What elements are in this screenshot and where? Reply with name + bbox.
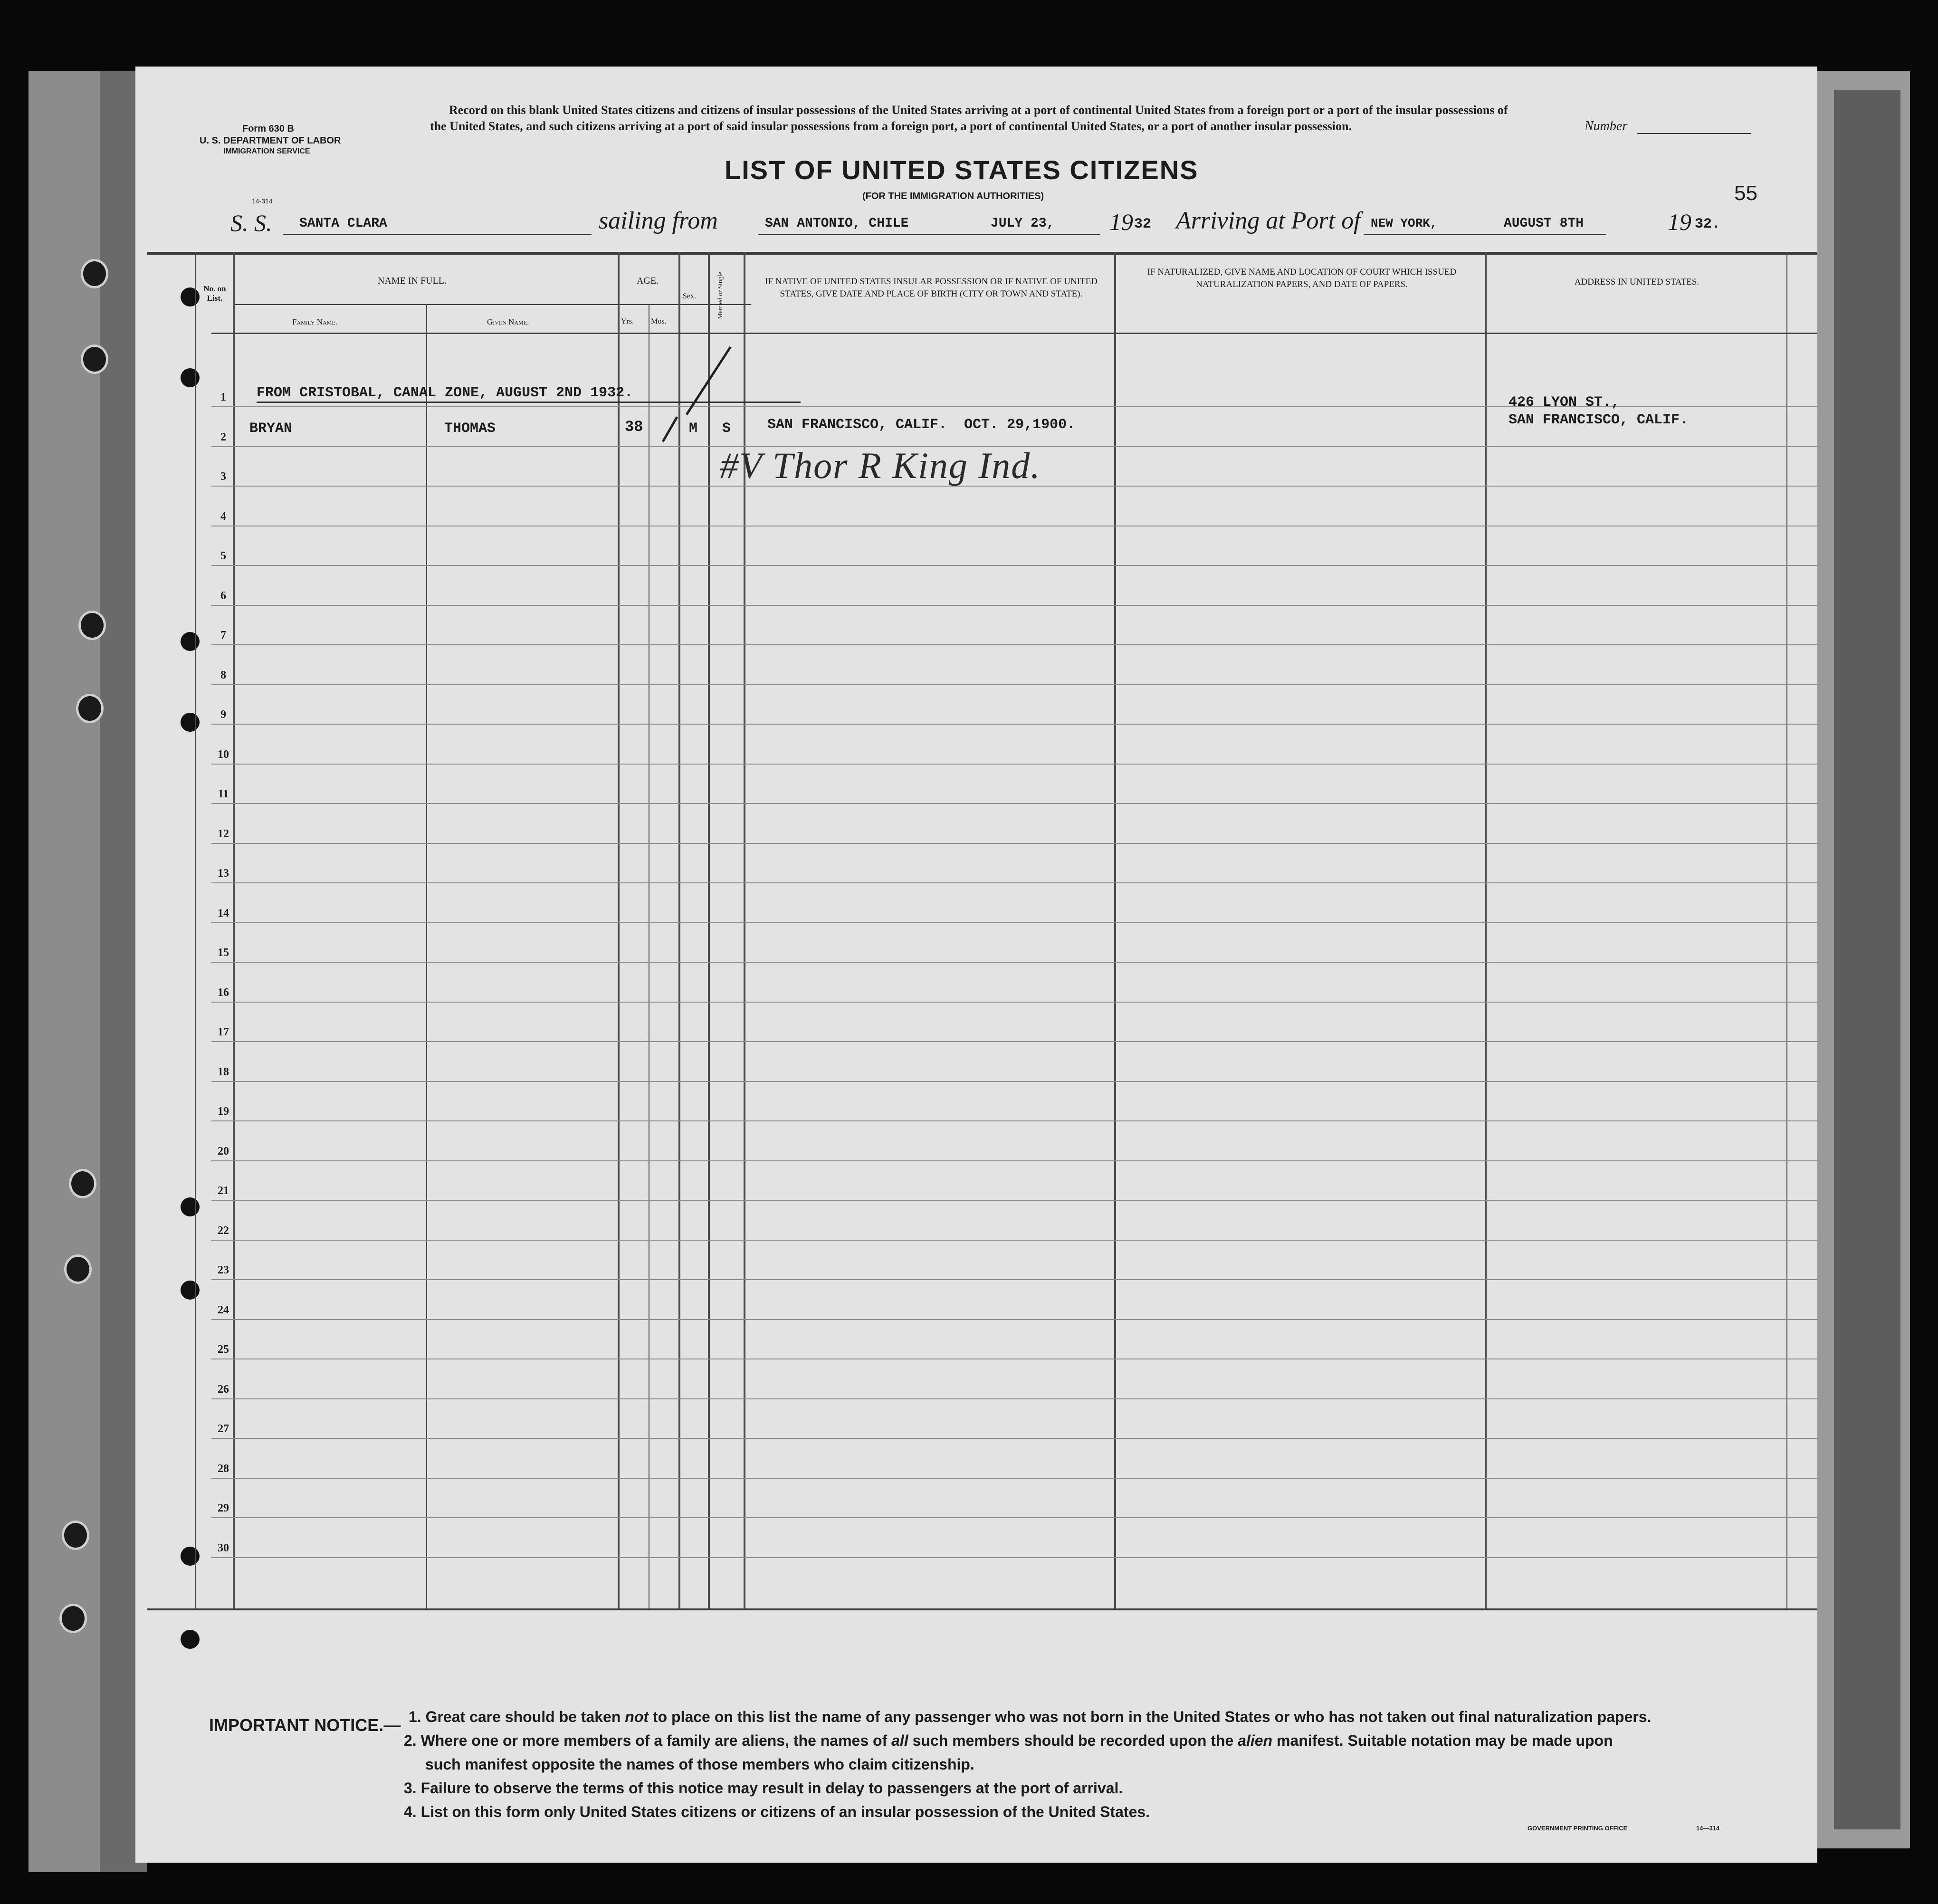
column-line [708,252,710,1608]
row-line [211,1478,1817,1479]
row-number: 20 [218,1145,229,1158]
binder-hole [59,1604,87,1633]
binder-hole [81,344,108,374]
tick-mark [662,416,678,442]
row-line [211,922,1817,923]
header-age: AGE. [637,276,659,286]
row-line [211,1200,1817,1201]
row-line [211,1517,1817,1518]
row-line [211,1398,1817,1399]
row-number: 15 [218,947,229,959]
sailing-from-label: sailing from [599,207,718,234]
column-line [618,252,620,1608]
row2-sex: M [689,421,698,437]
instructions-text: Record on this blank United States citizens and citizens of insular possessions of the United States arriving at a port of continental United States from a foreign port or a port of the insular possessions of the United States, and such citizens arriving at a port of said insular possessions from a foreign port, a port of continental United States, or a port of another insular possession. [430,103,1508,133]
row2-birth: SAN FRANCISCO, CALIF. OCT. 29,1900. [767,417,1076,433]
column-line [1114,252,1116,1608]
arrival-date: AUGUST 8TH [1504,216,1584,231]
manifest-page [135,67,1817,1863]
departure-port-underline [758,234,1100,235]
header-bottom-border [211,333,1817,334]
page-punch-hole [181,632,200,651]
row-line [211,1002,1817,1003]
page-punch-hole [181,713,200,732]
header-address: ADDRESS IN UNITED STATES. [1574,277,1699,287]
header-naturalized: IF NATURALIZED, GIVE NAME AND LOCATION OF COURT WHICH ISSUED NATURALIZATION PAPERS, AND DATE OF PAPERS. [1147,267,1457,289]
row2-age-years: 38 [625,418,643,436]
form-code: 14-314 [252,197,273,205]
row-number: 18 [218,1065,229,1078]
row-line [211,1319,1817,1320]
row-number: 2 [220,431,226,443]
row-number: 30 [218,1541,229,1554]
row-number: 28 [218,1462,229,1475]
back-sheet-shadow [1834,90,1900,1829]
row-number: 21 [218,1185,229,1197]
row-number: 29 [218,1502,229,1514]
header-mos: Mos. [651,317,667,325]
row-line [211,843,1817,844]
sheet-page-number: 55 [1734,182,1757,205]
arrival-year-prefix: 19 [1668,209,1691,235]
ship-name: SANTA CLARA [299,216,387,231]
printer-code: 14—314 [1696,1825,1720,1832]
notice-emphasis: alien [1238,1732,1273,1749]
row-number: 1 [220,391,226,403]
row2-family-name: BRYAN [249,421,293,437]
header-birth: IF NATIVE OF UNITED STATES INSULAR POSSESSION OR IF NATIVE OF UNITED STATES, GIVE DATE AND PLACE OF BIRTH (CITY OR TOWN AND STATE). [765,277,1098,299]
row-line [211,1160,1817,1161]
row2-address-line2: SAN FRANCISCO, CALIF. [1508,412,1689,428]
row-number: 22 [218,1224,229,1237]
header-given-name: Given Name. [487,317,529,326]
row-line [211,1041,1817,1042]
row-line [211,882,1817,883]
row-number: 10 [218,748,229,761]
row2-given-name: THOMAS [444,421,496,437]
row-number: 26 [218,1383,229,1396]
notice-text: to place on this list the name of any passenger who was not born in the United States or who has not taken out final naturalization papers. [649,1708,1652,1725]
column-line [233,252,235,1608]
column-line [1786,252,1787,1608]
header-yrs: Yrs. [621,317,634,325]
arrival-year: 32. [1695,216,1721,232]
row1-note: FROM CRISTOBAL, CANAL ZONE, AUGUST 2ND 1932. [257,385,633,401]
row-number: 14 [218,907,229,919]
notice-emphasis: not [625,1708,649,1725]
row-line [211,1279,1817,1280]
row-line [211,1120,1817,1121]
row-number: 13 [218,867,229,880]
header-married-single: Married or Single. [717,270,724,319]
row-number: 23 [218,1264,229,1276]
row-number: 9 [220,708,226,721]
row-line [211,684,1817,685]
row-number: 4 [220,510,226,523]
row-line [211,764,1817,765]
page-punch-hole [181,368,200,387]
departure-date: JULY 23, [991,216,1055,231]
service-label: IMMIGRATION SERVICE [223,147,310,155]
row2-marital: S [722,421,731,437]
form-number: Form 630 B [242,124,294,134]
handwritten-annotation: #V Thor R King Ind. [720,445,1041,486]
row-line [211,1081,1817,1082]
row-number: 17 [218,1026,229,1038]
header-sex: Sex. [683,292,696,300]
row-number: 3 [220,470,226,483]
column-line [426,304,427,1608]
row-line [211,644,1817,645]
departure-year-prefix: 19 [1109,209,1133,235]
notice-item-4: 4. List on this form only United States citizens or citizens of an insular possession of the United States. [404,1803,1150,1820]
header-name-in-full: NAME IN FULL. [378,276,447,286]
row-number: 7 [220,629,226,641]
page-punch-hole [181,1547,200,1566]
notice-text: manifest. Suitable notation may be made upon [1272,1732,1613,1749]
notice-item-2 [404,1732,1613,1750]
row-number: 27 [218,1423,229,1435]
notice-heading: IMPORTANT NOTICE.— [209,1715,401,1735]
row-number: 6 [220,589,226,602]
binder-hole [64,1254,92,1284]
row-number: 8 [220,669,226,681]
column-line [678,252,680,1608]
arrival-port-underline [1364,234,1606,235]
row-line [211,605,1817,606]
row-line [211,1240,1817,1241]
table-top-border [147,252,1817,255]
page-punch-hole [181,1197,200,1216]
page-title: LIST OF UNITED STATES CITIZENS [725,155,1199,185]
notice-item-1 [409,1708,1652,1726]
row-line [211,803,1817,804]
page-punch-hole [181,287,200,306]
number-label: Number [1585,119,1628,134]
column-line [195,252,196,1608]
header-family-name: Family Name. [292,317,338,326]
ss-label: S. S. [230,210,272,236]
row-number: 11 [218,788,229,800]
arrival-port: NEW YORK, [1371,216,1438,230]
row-number: 25 [218,1343,229,1356]
header-no-on-list: No. on List. [203,284,226,303]
row-number: 24 [218,1303,229,1316]
ship-underline [283,234,592,235]
binder-hole [69,1169,96,1198]
header-divider [233,304,751,305]
row-number: 5 [220,550,226,562]
notice-item-3: 3. Failure to observe the terms of this notice may result in delay to passengers at the port of arrival. [404,1780,1123,1797]
column-line [1485,252,1487,1608]
row-number: 12 [218,827,229,840]
notice-item-2-line-2: such manifest opposite the names of those members who claim citizenship. [425,1756,974,1773]
notice-text: such members should be recorded upon the [908,1732,1238,1749]
department-label: U. S. DEPARTMENT OF LABOR [200,135,341,146]
notice-text: 1. Great care should be taken [409,1708,625,1725]
table-bottom-border [147,1608,1817,1610]
row2-address-line1: 426 LYON ST., [1508,394,1620,411]
departure-year: 32 [1134,216,1152,232]
page-punch-hole [181,1630,200,1649]
printer-label: GOVERNMENT PRINTING OFFICE [1527,1825,1628,1832]
binder-hole [78,611,106,640]
notice-text: 2. Where one or more members of a family are aliens, the names of [404,1732,892,1749]
binder-hole [81,259,108,288]
row1-note-underline [257,402,801,403]
binder-hole [76,694,104,723]
notice-emphasis: all [891,1732,908,1749]
row-line [211,962,1817,963]
row-line [211,724,1817,725]
departure-port: SAN ANTONIO, CHILE [765,216,909,231]
number-underline [1637,133,1751,134]
row-number: 16 [218,986,229,999]
row-line [211,565,1817,566]
page-punch-hole [181,1281,200,1300]
row-line [211,1557,1817,1558]
page-subtitle: (FOR THE IMMIGRATION AUTHORITIES) [862,191,1044,201]
row-line [211,1438,1817,1439]
row-number: 19 [218,1105,229,1118]
arriving-label: Arriving at Port of [1176,207,1361,234]
binder-hole [62,1521,89,1550]
